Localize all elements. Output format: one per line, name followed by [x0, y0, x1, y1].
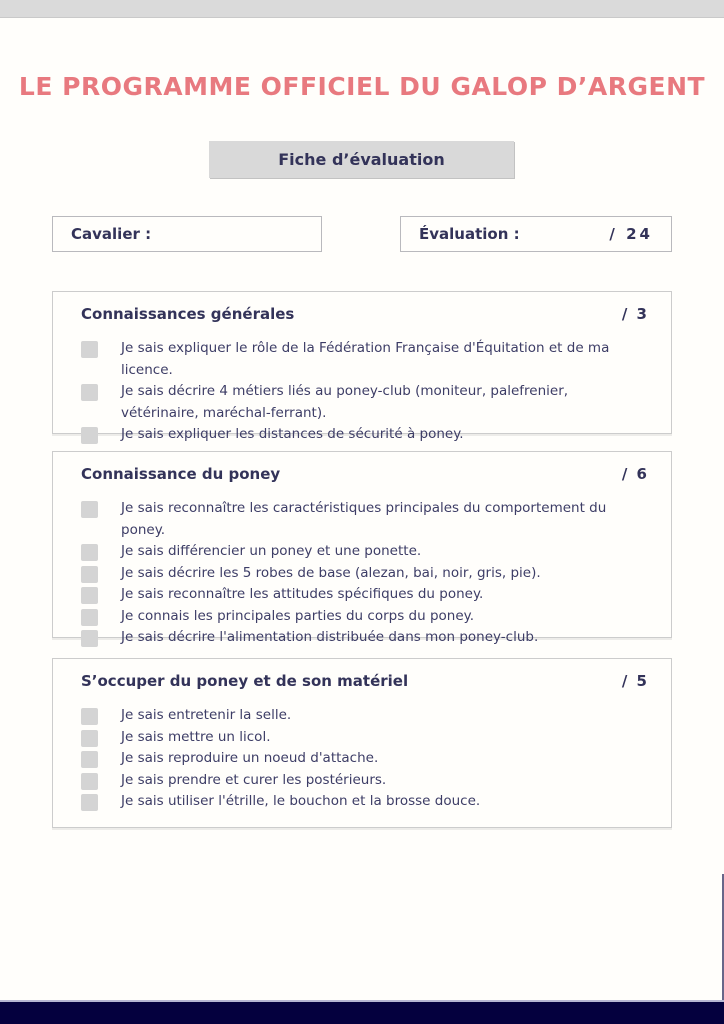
- checklist-item-label: Je connais les principales parties du corps du poney.: [121, 607, 474, 624]
- page-title: LE PROGRAMME OFFICIEL DU GALOP D’ARGENT: [18, 72, 706, 101]
- cavalier-field[interactable]: [52, 216, 322, 252]
- section-title: Connaissance du poney: [81, 465, 281, 483]
- checklist-item-label: Je sais prendre et curer les postérieurs.: [121, 771, 387, 788]
- checkbox[interactable]: [81, 609, 98, 626]
- checklist-item-label: Je sais reconnaître les attitudes spécifiques du poney.: [121, 586, 484, 602]
- checklist-item: [81, 563, 649, 585]
- checklist-item: [81, 584, 649, 606]
- checklist-item: [81, 770, 649, 792]
- footer-bar: [0, 1000, 724, 1024]
- checklist-item-label: Je sais décrire l'alimentation distribuée dans mon poney-club.: [121, 629, 539, 645]
- subtitle-panel: [209, 141, 514, 178]
- checklist-item: [81, 381, 649, 424]
- checklist-item: [81, 606, 649, 628]
- checklist-item-label: Je sais différencier un poney et une ponette.: [121, 543, 422, 559]
- section-title: Connaissances générales: [81, 305, 295, 323]
- checklist-item-label: Je sais décrire 4 métiers liés au poney-club (moniteur, palefrenier, vétérinaire, maréchal-ferrant).: [121, 383, 569, 421]
- checkbox[interactable]: [81, 751, 98, 768]
- checkbox[interactable]: [81, 501, 98, 518]
- checkbox[interactable]: [81, 587, 98, 604]
- checkbox[interactable]: [81, 544, 98, 561]
- checkbox[interactable]: [81, 794, 98, 811]
- section-title: S’occuper du poney et de son matériel: [81, 672, 409, 690]
- checklist-item: [81, 627, 649, 649]
- checklist-item-label: Je sais utiliser l'étrille, le bouchon et la brosse douce.: [121, 793, 481, 809]
- top-scan-strip: [0, 0, 724, 18]
- section-score: / 6: [621, 465, 649, 483]
- evaluation-field[interactable]: [400, 216, 672, 252]
- checkbox[interactable]: [81, 341, 98, 358]
- checkbox[interactable]: [81, 427, 98, 444]
- checklist-item: [81, 705, 649, 727]
- checkbox[interactable]: [81, 773, 98, 790]
- evaluation-label: Évaluation :: [419, 225, 520, 243]
- checklist-item: [81, 498, 649, 541]
- checklist-item-label: Je sais expliquer les distances de sécurité à poney.: [121, 426, 464, 442]
- checklist-item: [81, 727, 649, 749]
- checklist-item-label: Je sais mettre un licol.: [121, 728, 271, 745]
- checklist-item-label: Je sais expliquer le rôle de la Fédération Française d'Équitation et de ma licence.: [121, 340, 610, 378]
- checklist-item-label: Je sais décrire les 5 robes de base (alezan, bai, noir, gris, pie).: [121, 564, 541, 581]
- section-score: / 5: [621, 672, 649, 690]
- checklist-item: [81, 791, 649, 813]
- checklist-item-label: Je sais reproduire un noeud d'attache.: [121, 750, 379, 766]
- section-connaissances-generales: [52, 291, 672, 442]
- checklist-item-label: Je sais entretenir la selle.: [121, 707, 292, 723]
- cavalier-label: Cavalier :: [71, 225, 152, 243]
- checkbox[interactable]: [81, 384, 98, 401]
- checklist-item: [81, 541, 649, 563]
- evaluation-total: / 24: [609, 225, 653, 243]
- checklist-item: [81, 748, 649, 770]
- checklist-item: [81, 424, 649, 446]
- section-soccuper-du-poney: [52, 658, 672, 828]
- checklist-item-label: Je sais reconnaître les caractéristiques principales du comportement du poney.: [121, 500, 607, 538]
- checkbox[interactable]: [81, 708, 98, 725]
- section-connaissance-du-poney: [52, 451, 672, 645]
- subtitle-label: Fiche d’évaluation: [278, 150, 445, 169]
- section-score: / 3: [621, 305, 649, 323]
- checkbox[interactable]: [81, 730, 98, 747]
- checkbox[interactable]: [81, 566, 98, 583]
- checklist-item: [81, 338, 649, 381]
- checkbox[interactable]: [81, 630, 98, 647]
